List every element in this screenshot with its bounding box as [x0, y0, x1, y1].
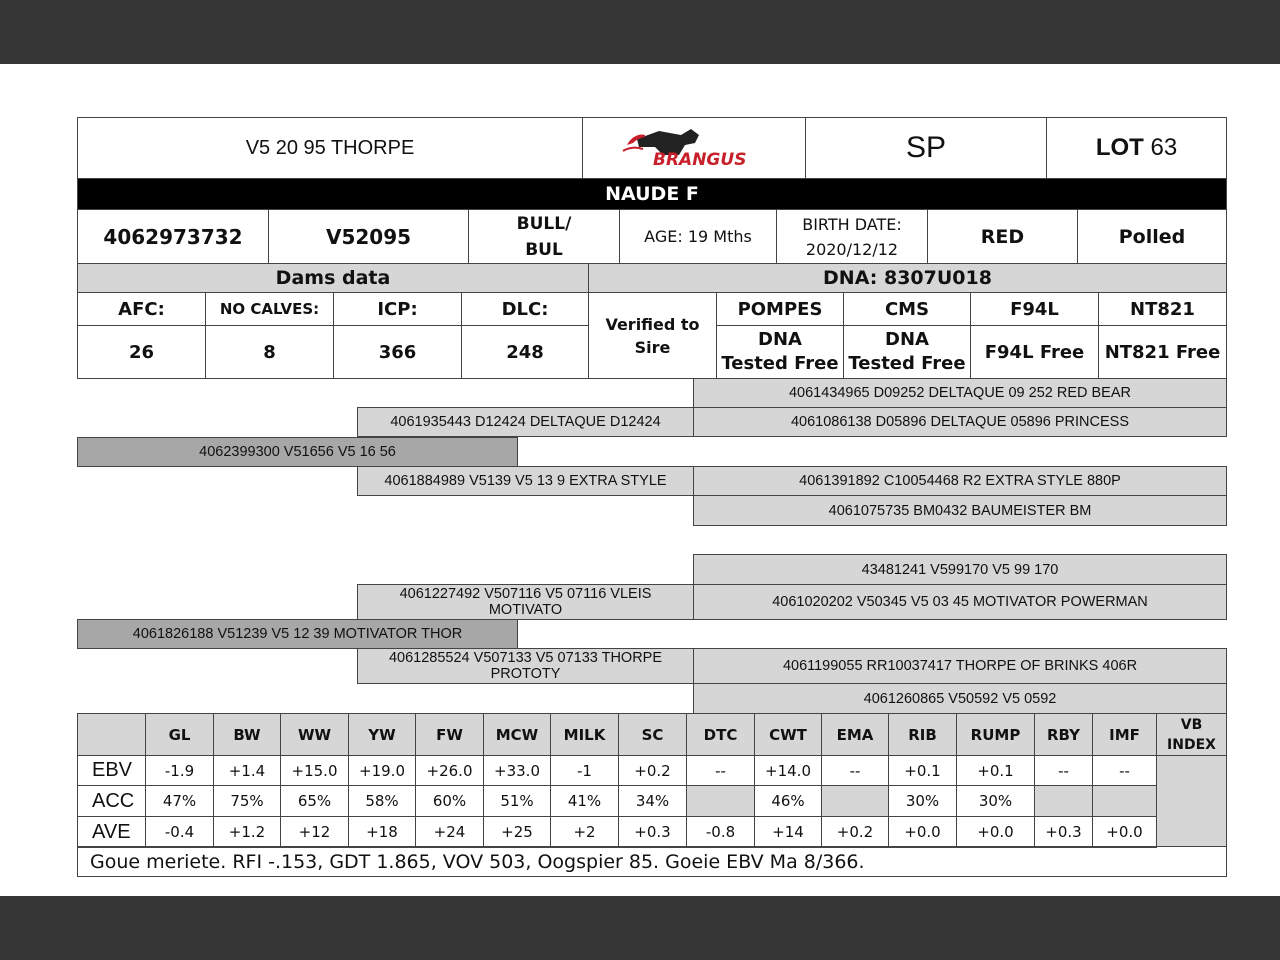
dna-test-cms-name: CMS	[843, 292, 971, 326]
cms-result-line2: Tested Free	[848, 353, 966, 374]
ebv-cell-ebv-dtc: --	[686, 755, 755, 786]
ebv-header-bw: BW	[213, 713, 281, 756]
pedigree-sire-sire: 4061935443 D12424 DELTAQUE D12424	[357, 407, 694, 437]
birth-value: 2020/12/12	[805, 239, 899, 259]
ebv-cell-ave-ema: +0.2	[821, 816, 889, 848]
dna-test-nt821-result: NT821 Free	[1098, 325, 1227, 379]
pedigree-sire-dam: 4061884989 V5139 V5 13 9 EXTRA STYLE	[357, 466, 694, 496]
pedigree-dam-sire	[357, 584, 694, 620]
pedigree-sire: 4062399300 V51656 V5 16 56	[77, 437, 518, 467]
ebv-cell-ave-sc: +0.3	[618, 816, 687, 848]
ebv-header-sc: SC	[618, 713, 687, 756]
lot-label: LOT	[1095, 134, 1144, 161]
lot-cell	[1046, 117, 1227, 179]
ebv-cell-ave-imf: +0.0	[1092, 816, 1157, 848]
top-band	[0, 0, 1280, 64]
dna-test-f94l-result: F94L Free	[970, 325, 1099, 379]
ebv-cell-acc-cwt: 46%	[754, 785, 822, 817]
pedigree-sire-dam-dam: 4061075735 BM0432 BAUMEISTER BM	[693, 495, 1227, 526]
sex	[468, 209, 620, 264]
ebv-cell-ave-rump: +0.0	[956, 816, 1035, 848]
age: AGE: 19 Mths	[619, 209, 777, 264]
birth-label: BIRTH DATE:	[802, 214, 902, 234]
svg-text:BRANGUS: BRANGUS	[653, 150, 747, 170]
owner-bar: NAUDE F	[77, 178, 1227, 210]
ebv-cell-acc-gl: 47%	[145, 785, 214, 817]
horn-status: Polled	[1077, 209, 1227, 264]
dams-value-afc: 26	[77, 325, 206, 379]
ebv-header-yw: YW	[348, 713, 416, 756]
ebv-header-mcw: MCW	[483, 713, 551, 756]
ebv-cell-acc-ema	[821, 785, 889, 817]
ebv-cell-acc-rump: 30%	[956, 785, 1035, 817]
ebv-cell-acc-milk: 41%	[550, 785, 619, 817]
ebv-cell-ebv-bw: +1.4	[213, 755, 281, 786]
code-cell: SP	[805, 117, 1047, 179]
dna-test-nt821-name: NT821	[1098, 292, 1227, 326]
comment: Goue meriete. RFI -.153, GDT 1.865, VOV 503, Oogspier 85. Goeie EBV Ma 8/366.	[77, 846, 1227, 877]
verified-line1: Verified to	[605, 314, 700, 334]
pedigree-dam: 4061826188 V51239 V5 12 39 MOTIVATOR THOR	[77, 619, 518, 649]
ebv-cell-ebv-milk: -1	[550, 755, 619, 786]
pedigree-dam-sire-dam: 4061020202 V50345 V5 03 45 MOTIVATOR POWERMAN	[693, 584, 1227, 620]
pedigree-sire-sire-dam: 4061086138 D05896 DELTAQUE 05896 PRINCESS	[693, 407, 1227, 437]
ebv-header-ema: EMA	[821, 713, 889, 756]
dams-header-dlc: DLC:	[461, 292, 589, 326]
ebv-cell-ebv-ww: +15.0	[280, 755, 349, 786]
ebv-header-vb-index	[1156, 713, 1227, 756]
dna-test-f94l-name: F94L	[970, 292, 1099, 326]
ebv-cell-ave-milk: +2	[550, 816, 619, 848]
dam-dam-line2: PROTOTY	[490, 666, 561, 682]
dna-title: DNA: 8307U018	[588, 263, 1227, 293]
dam-sire-line2: MOTIVATO	[488, 602, 563, 618]
pedigree-dam-dam	[357, 648, 694, 684]
ebv-cell-acc-imf	[1092, 785, 1157, 817]
ebv-header-rby: RBY	[1034, 713, 1093, 756]
ebv-cell-acc-bw: 75%	[213, 785, 281, 817]
ebv-cell-ave-mcw: +25	[483, 816, 551, 848]
pedigree-sire-sire-sire: 4061434965 D09252 DELTAQUE 09 252 RED BEAR	[693, 378, 1227, 408]
ebv-header-milk: MILK	[550, 713, 619, 756]
ebv-row-label-ave: AVE	[77, 816, 146, 848]
ebv-header-rump: RUMP	[956, 713, 1035, 756]
ebv-cell-acc-ww: 65%	[280, 785, 349, 817]
ebv-cell-acc-dtc	[686, 785, 755, 817]
ebv-cell-acc-fw: 60%	[415, 785, 484, 817]
ebv-header-ww: WW	[280, 713, 349, 756]
pedigree-dam-sire-sire: 43481241 V599170 V5 99 170	[693, 554, 1227, 585]
ebv-cell-ebv-sc: +0.2	[618, 755, 687, 786]
ebv-cell-acc-rby	[1034, 785, 1093, 817]
dams-header-icp: ICP:	[333, 292, 462, 326]
ebv-cell-ave-gl: -0.4	[145, 816, 214, 848]
ebv-header-imf: IMF	[1092, 713, 1157, 756]
pompes-result-line2: Tested Free	[721, 353, 839, 374]
ebv-cell-acc-mcw: 51%	[483, 785, 551, 817]
ebv-row-label-ebv: EBV	[77, 755, 146, 786]
pedigree-dam-dam-sire: 4061199055 RR10037417 THORPE OF BRINKS 406R	[693, 648, 1227, 684]
brangus-bull-icon	[619, 125, 769, 171]
ebv-header-dtc: DTC	[686, 713, 755, 756]
ebv-cell-ave-fw: +24	[415, 816, 484, 848]
dams-value-dlc: 248	[461, 325, 589, 379]
ebv-cell-ebv-imf: --	[1092, 755, 1157, 786]
ebv-row-label-acc: ACC	[77, 785, 146, 817]
animal-name: V5 20 95 THORPE	[77, 117, 583, 179]
ebv-cell-ebv-rump: +0.1	[956, 755, 1035, 786]
ebv-cell-ave-yw: +18	[348, 816, 416, 848]
ebv-header-rib: RIB	[888, 713, 957, 756]
ebv-cell-acc-rib: 30%	[888, 785, 957, 817]
ebv-header-corner	[77, 713, 146, 756]
reg-number: 4062973732	[77, 209, 269, 264]
dams-header-no-calves: NO CALVES:	[205, 292, 334, 326]
ebv-cell-ave-dtc: -0.8	[686, 816, 755, 848]
lot-number: 63	[1150, 134, 1178, 161]
ebv-cell-ebv-gl: -1.9	[145, 755, 214, 786]
dna-test-cms-result	[843, 325, 971, 379]
pedigree-dam-dam-dam: 4061260865 V50592 V5 0592	[693, 683, 1227, 714]
brangus-logo	[582, 117, 806, 179]
sex-line1: BULL/	[516, 213, 572, 234]
ebv-header-gl: GL	[145, 713, 214, 756]
ebv-cell-ave-ww: +12	[280, 816, 349, 848]
ebv-cell-ebv-rby: --	[1034, 755, 1093, 786]
bottom-band	[0, 896, 1280, 960]
ident: V52095	[268, 209, 469, 264]
dna-verified	[588, 292, 717, 379]
ebv-cell-ebv-mcw: +33.0	[483, 755, 551, 786]
ebv-cell-ave-bw: +1.2	[213, 816, 281, 848]
ebv-cell-ebv-fw: +26.0	[415, 755, 484, 786]
ebv-cell-ebv-ema: --	[821, 755, 889, 786]
ebv-cell-acc-yw: 58%	[348, 785, 416, 817]
pompes-result-line1: DNA	[758, 329, 802, 350]
vb-line1: VB	[1180, 716, 1203, 733]
dams-value-icp: 366	[333, 325, 462, 379]
ebv-cell-ebv-rib: +0.1	[888, 755, 957, 786]
verified-line2: Sire	[634, 337, 671, 357]
ebv-cell-acc-sc: 34%	[618, 785, 687, 817]
cms-result-line1: DNA	[885, 329, 929, 350]
dna-test-pompes-result	[716, 325, 844, 379]
vb-line2: INDEX	[1167, 736, 1216, 753]
dam-sire-line1: 4061227492 V507116 V5 07116 VLEIS	[399, 586, 652, 602]
dna-test-pompes-name: POMPES	[716, 292, 844, 326]
ebv-cell-ebv-yw: +19.0	[348, 755, 416, 786]
ebv-cell-ave-rby: +0.3	[1034, 816, 1093, 848]
ebv-header-cwt: CWT	[754, 713, 822, 756]
dams-title: Dams data	[77, 263, 589, 293]
dams-value-no-calves: 8	[205, 325, 334, 379]
sex-line2: BUL	[525, 239, 563, 260]
ebv-cell-ave-cwt: +14	[754, 816, 822, 848]
pedigree-sire-dam-sire: 4061391892 C10054468 R2 EXTRA STYLE 880P	[693, 466, 1227, 496]
birth-date	[776, 209, 928, 264]
ebv-vb-index-value	[1156, 755, 1227, 847]
dam-dam-line1: 4061285524 V507133 V5 07133 THORPE	[388, 650, 663, 666]
dams-header-afc: AFC:	[77, 292, 206, 326]
ebv-header-fw: FW	[415, 713, 484, 756]
color: RED	[927, 209, 1078, 264]
ebv-cell-ebv-cwt: +14.0	[754, 755, 822, 786]
ebv-cell-ave-rib: +0.0	[888, 816, 957, 848]
